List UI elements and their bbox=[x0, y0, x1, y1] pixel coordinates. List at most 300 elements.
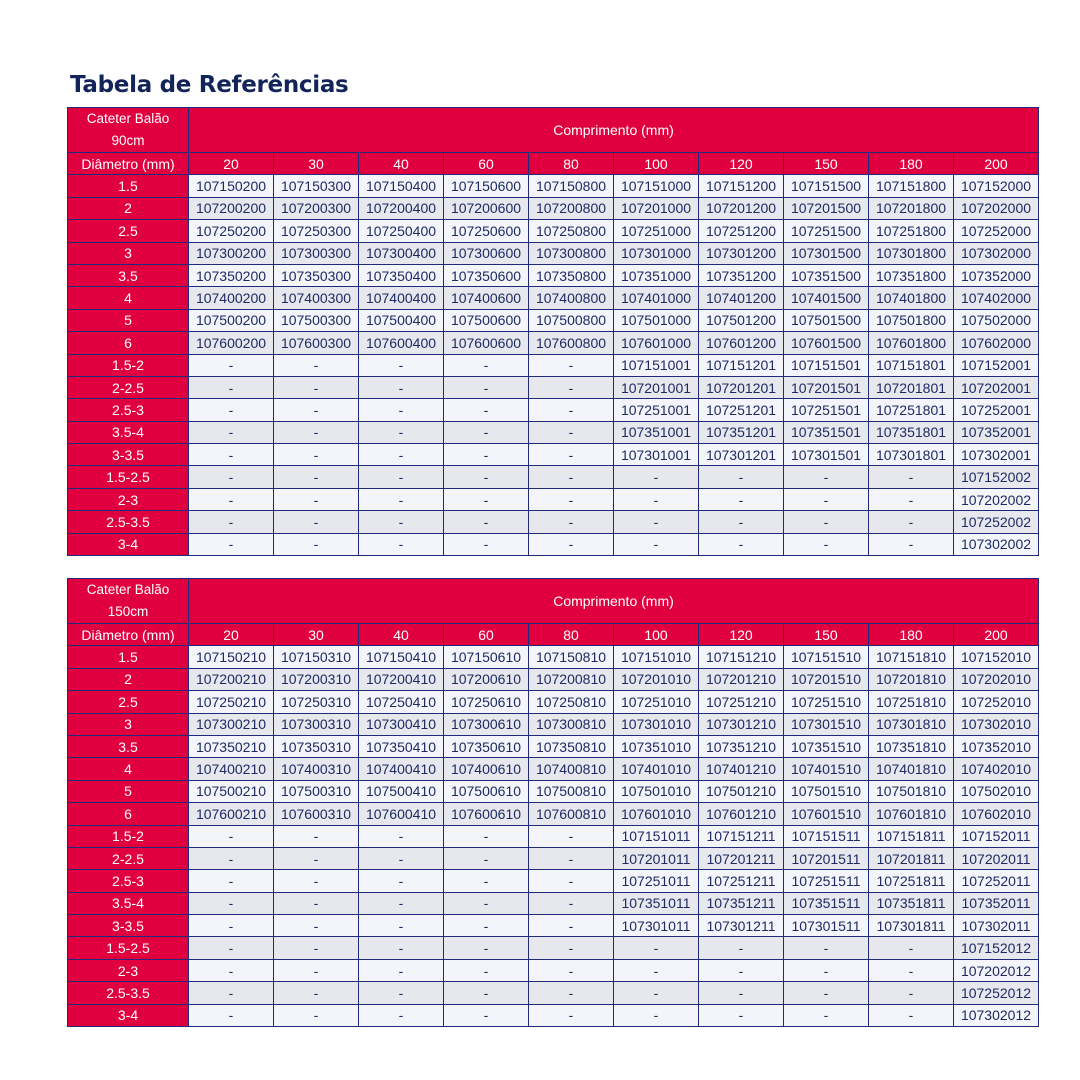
reference-code-cell: 107300610 bbox=[444, 713, 529, 735]
table-row bbox=[68, 309, 1039, 331]
reference-code-cell: - bbox=[189, 982, 274, 1004]
reference-code-cell: 107301511 bbox=[784, 915, 869, 937]
diameter-cell: 2-3 bbox=[68, 488, 189, 510]
table-row bbox=[68, 847, 1039, 869]
reference-code-cell: 107352010 bbox=[954, 735, 1039, 757]
reference-code-cell: - bbox=[614, 959, 699, 981]
reference-code-cell: 107351211 bbox=[699, 892, 784, 914]
reference-code-cell: - bbox=[529, 376, 614, 398]
catheter-length: 90cm bbox=[111, 133, 145, 148]
table-row bbox=[68, 713, 1039, 735]
reference-code-cell: - bbox=[274, 488, 359, 510]
diameter-cell: 2.5-3.5 bbox=[68, 511, 189, 533]
diameter-cell: 5 bbox=[68, 309, 189, 331]
reference-code-cell: - bbox=[614, 937, 699, 959]
reference-code-cell: 107400610 bbox=[444, 758, 529, 780]
reference-code-cell: 107350300 bbox=[274, 264, 359, 286]
reference-code-cell: 107201200 bbox=[699, 197, 784, 219]
reference-code-cell: - bbox=[189, 488, 274, 510]
reference-code-cell: - bbox=[869, 533, 954, 555]
table-row bbox=[68, 780, 1039, 802]
reference-code-cell: 107250610 bbox=[444, 691, 529, 713]
reference-code-cell: 107252011 bbox=[954, 870, 1039, 892]
reference-code-cell: - bbox=[359, 825, 444, 847]
reference-code-cell: 107250810 bbox=[529, 691, 614, 713]
reference-code-cell: 107300810 bbox=[529, 713, 614, 735]
reference-code-cell: 107601010 bbox=[614, 803, 699, 825]
reference-code-cell: 107200800 bbox=[529, 197, 614, 219]
reference-code-cell: 107301211 bbox=[699, 915, 784, 937]
reference-code-cell: 107402000 bbox=[954, 287, 1039, 309]
reference-code-cell: 107151200 bbox=[699, 175, 784, 197]
reference-code-cell: 107250800 bbox=[529, 220, 614, 242]
reference-code-cell: 107201500 bbox=[784, 197, 869, 219]
reference-code-cell: - bbox=[359, 511, 444, 533]
reference-code-cell: 107501200 bbox=[699, 309, 784, 331]
reference-code-cell: - bbox=[784, 488, 869, 510]
reference-code-cell: - bbox=[869, 488, 954, 510]
table-row bbox=[68, 915, 1039, 937]
reference-code-cell: 107152011 bbox=[954, 825, 1039, 847]
table-row bbox=[68, 533, 1039, 555]
diameter-cell: 3.5 bbox=[68, 735, 189, 757]
table-row bbox=[68, 691, 1039, 713]
reference-code-cell: 107151211 bbox=[699, 825, 784, 847]
reference-code-cell: 107301200 bbox=[699, 242, 784, 264]
reference-code-cell: 107152002 bbox=[954, 466, 1039, 488]
reference-code-cell: 107150310 bbox=[274, 646, 359, 668]
reference-code-cell: - bbox=[359, 354, 444, 376]
reference-code-cell: 107501500 bbox=[784, 309, 869, 331]
reference-code-cell: 107251201 bbox=[699, 399, 784, 421]
reference-code-cell: 107301810 bbox=[869, 713, 954, 735]
reference-code-cell: 107251800 bbox=[869, 220, 954, 242]
reference-code-cell: 107251510 bbox=[784, 691, 869, 713]
reference-code-cell: 107251200 bbox=[699, 220, 784, 242]
diameter-cell: 1.5 bbox=[68, 175, 189, 197]
reference-code-cell: - bbox=[784, 511, 869, 533]
reference-code-cell: 107151811 bbox=[869, 825, 954, 847]
reference-code-cell: - bbox=[529, 959, 614, 981]
reference-code-cell: 107150610 bbox=[444, 646, 529, 668]
reference-code-cell: - bbox=[189, 399, 274, 421]
reference-code-cell: - bbox=[359, 847, 444, 869]
table-row bbox=[68, 735, 1039, 757]
diameter-header: Diâmetro (mm) bbox=[68, 153, 189, 175]
reference-code-cell: 107302012 bbox=[954, 1004, 1039, 1026]
diameter-cell: 3.5 bbox=[68, 264, 189, 286]
table-row bbox=[68, 354, 1039, 376]
diameter-cell: 3-3.5 bbox=[68, 444, 189, 466]
table-row bbox=[68, 982, 1039, 1004]
diameter-cell: 6 bbox=[68, 332, 189, 354]
reference-code-cell: - bbox=[359, 444, 444, 466]
reference-code-cell: 107302011 bbox=[954, 915, 1039, 937]
reference-code-cell: - bbox=[359, 399, 444, 421]
diameter-cell: 4 bbox=[68, 758, 189, 780]
catheter-name: Cateter Balão bbox=[86, 111, 170, 126]
reference-code-cell: 107201510 bbox=[784, 668, 869, 690]
reference-code-cell: - bbox=[869, 982, 954, 1004]
reference-code-cell: 107400300 bbox=[274, 287, 359, 309]
reference-code-cell: - bbox=[529, 511, 614, 533]
table-row bbox=[68, 758, 1039, 780]
reference-code-cell: 107250300 bbox=[274, 220, 359, 242]
reference-code-cell: 107351210 bbox=[699, 735, 784, 757]
reference-code-cell: 107251501 bbox=[784, 399, 869, 421]
reference-code-cell: 107300600 bbox=[444, 242, 529, 264]
reference-code-cell: - bbox=[359, 488, 444, 510]
table-row bbox=[68, 959, 1039, 981]
diameter-cell: 2-2.5 bbox=[68, 376, 189, 398]
reference-code-cell: 107250410 bbox=[359, 691, 444, 713]
table-row bbox=[68, 242, 1039, 264]
reference-code-cell: - bbox=[359, 915, 444, 937]
table-row bbox=[68, 421, 1039, 443]
reference-code-cell: 107300200 bbox=[189, 242, 274, 264]
reference-code-cell: 107350200 bbox=[189, 264, 274, 286]
reference-code-cell: 107250600 bbox=[444, 220, 529, 242]
reference-code-cell: 107402010 bbox=[954, 758, 1039, 780]
reference-code-cell: 107200810 bbox=[529, 668, 614, 690]
reference-code-cell: 107400600 bbox=[444, 287, 529, 309]
reference-code-cell: - bbox=[189, 870, 274, 892]
diameter-cell: 2.5-3 bbox=[68, 870, 189, 892]
reference-code-cell: 107201010 bbox=[614, 668, 699, 690]
reference-code-cell: - bbox=[274, 466, 359, 488]
reference-code-cell: 107152010 bbox=[954, 646, 1039, 668]
reference-code-cell: 107151500 bbox=[784, 175, 869, 197]
reference-code-cell: - bbox=[699, 1004, 784, 1026]
reference-code-cell: 107201800 bbox=[869, 197, 954, 219]
reference-code-cell: - bbox=[274, 376, 359, 398]
table-row bbox=[68, 937, 1039, 959]
catheter-length: 150cm bbox=[107, 604, 149, 619]
table-row bbox=[68, 1004, 1039, 1026]
reference-code-cell: - bbox=[699, 533, 784, 555]
reference-code-cell: 107152001 bbox=[954, 354, 1039, 376]
reference-code-cell: - bbox=[699, 511, 784, 533]
reference-code-cell: 107200410 bbox=[359, 668, 444, 690]
reference-code-cell: - bbox=[444, 488, 529, 510]
reference-code-cell: 107351001 bbox=[614, 421, 699, 443]
reference-code-cell: 107150800 bbox=[529, 175, 614, 197]
reference-code-cell: - bbox=[444, 466, 529, 488]
reference-code-cell: 107351500 bbox=[784, 264, 869, 286]
reference-code-cell: - bbox=[359, 892, 444, 914]
reference-code-cell: - bbox=[274, 354, 359, 376]
length-value: 20 bbox=[189, 153, 274, 175]
diameter-cell: 2.5 bbox=[68, 220, 189, 242]
reference-code-cell: 107251811 bbox=[869, 870, 954, 892]
reference-code-cell: - bbox=[189, 937, 274, 959]
reference-code-cell: - bbox=[189, 511, 274, 533]
reference-code-cell: 107351201 bbox=[699, 421, 784, 443]
reference-code-cell: 107251511 bbox=[784, 870, 869, 892]
reference-code-cell: - bbox=[529, 1004, 614, 1026]
reference-code-cell: 107151210 bbox=[699, 646, 784, 668]
reference-code-cell: 107200200 bbox=[189, 197, 274, 219]
reference-code-cell: 107151000 bbox=[614, 175, 699, 197]
reference-code-cell: 107600400 bbox=[359, 332, 444, 354]
length-value: 180 bbox=[869, 153, 954, 175]
reference-code-cell: - bbox=[359, 959, 444, 981]
reference-code-cell: - bbox=[529, 444, 614, 466]
reference-code-cell: - bbox=[274, 915, 359, 937]
reference-code-cell: 107151201 bbox=[699, 354, 784, 376]
reference-code-cell: - bbox=[529, 870, 614, 892]
reference-code-cell: 107201201 bbox=[699, 376, 784, 398]
reference-code-cell: 107251211 bbox=[699, 870, 784, 892]
reference-code-cell: 107301510 bbox=[784, 713, 869, 735]
reference-code-cell: 107401010 bbox=[614, 758, 699, 780]
reference-code-cell: 107201511 bbox=[784, 847, 869, 869]
reference-code-cell: 107202010 bbox=[954, 668, 1039, 690]
reference-code-cell: 107151801 bbox=[869, 354, 954, 376]
reference-code-cell: 107151010 bbox=[614, 646, 699, 668]
reference-code-cell: 107501510 bbox=[784, 780, 869, 802]
reference-code-cell: 107250200 bbox=[189, 220, 274, 242]
table-row bbox=[68, 511, 1039, 533]
table-row bbox=[68, 646, 1039, 668]
length-header: Comprimento (mm) bbox=[189, 108, 1039, 153]
diameter-cell: 2.5-3 bbox=[68, 399, 189, 421]
reference-code-cell: 107500400 bbox=[359, 309, 444, 331]
reference-code-cell: 107351501 bbox=[784, 421, 869, 443]
reference-code-cell: - bbox=[444, 870, 529, 892]
reference-code-cell: 107351011 bbox=[614, 892, 699, 914]
reference-code-cell: 107500600 bbox=[444, 309, 529, 331]
length-value: 20 bbox=[189, 624, 274, 646]
reference-code-cell: 107250210 bbox=[189, 691, 274, 713]
reference-code-cell: - bbox=[444, 376, 529, 398]
diameter-cell: 3-4 bbox=[68, 533, 189, 555]
length-value: 150 bbox=[784, 624, 869, 646]
reference-code-cell: 107201501 bbox=[784, 376, 869, 398]
reference-code-cell: 107600410 bbox=[359, 803, 444, 825]
reference-code-cell: - bbox=[784, 959, 869, 981]
reference-code-cell: 107151510 bbox=[784, 646, 869, 668]
reference-code-cell: 107500210 bbox=[189, 780, 274, 802]
reference-code-cell: 107500810 bbox=[529, 780, 614, 802]
reference-code-cell: 107250400 bbox=[359, 220, 444, 242]
reference-code-cell: 107600810 bbox=[529, 803, 614, 825]
length-value: 40 bbox=[359, 153, 444, 175]
reference-code-cell: - bbox=[529, 354, 614, 376]
reference-code-cell: 107600210 bbox=[189, 803, 274, 825]
reference-code-cell: 107350810 bbox=[529, 735, 614, 757]
reference-code-cell: - bbox=[529, 982, 614, 1004]
reference-code-cell: 107150200 bbox=[189, 175, 274, 197]
reference-code-cell: 107200600 bbox=[444, 197, 529, 219]
reference-code-cell: 107500310 bbox=[274, 780, 359, 802]
reference-code-cell: - bbox=[359, 376, 444, 398]
reference-code-cell: - bbox=[359, 421, 444, 443]
reference-code-cell: - bbox=[444, 982, 529, 1004]
reference-code-cell: 107351511 bbox=[784, 892, 869, 914]
reference-code-cell: 107301801 bbox=[869, 444, 954, 466]
reference-code-cell: 107252001 bbox=[954, 399, 1039, 421]
reference-code-cell: - bbox=[274, 937, 359, 959]
table-row bbox=[68, 825, 1039, 847]
reference-code-cell: 107201810 bbox=[869, 668, 954, 690]
reference-code-cell: - bbox=[784, 466, 869, 488]
reference-code-cell: - bbox=[359, 937, 444, 959]
reference-code-cell: 107200300 bbox=[274, 197, 359, 219]
reference-code-cell: - bbox=[189, 915, 274, 937]
reference-code-cell: - bbox=[189, 1004, 274, 1026]
reference-code-cell: - bbox=[274, 421, 359, 443]
reference-code-cell: 107500800 bbox=[529, 309, 614, 331]
diameter-cell: 2-2.5 bbox=[68, 847, 189, 869]
reference-code-cell: 107401200 bbox=[699, 287, 784, 309]
reference-code-cell: 107301210 bbox=[699, 713, 784, 735]
reference-code-cell: 107601800 bbox=[869, 332, 954, 354]
reference-code-cell: 107301001 bbox=[614, 444, 699, 466]
reference-code-cell: - bbox=[359, 1004, 444, 1026]
reference-code-cell: - bbox=[444, 915, 529, 937]
reference-code-cell: - bbox=[529, 533, 614, 555]
reference-code-cell: 107351000 bbox=[614, 264, 699, 286]
length-value: 180 bbox=[869, 624, 954, 646]
catheter-title bbox=[68, 579, 189, 624]
reference-code-cell: - bbox=[274, 847, 359, 869]
reference-code-cell: - bbox=[784, 937, 869, 959]
reference-code-cell: - bbox=[614, 1004, 699, 1026]
reference-code-cell: - bbox=[274, 399, 359, 421]
reference-code-cell: 107301800 bbox=[869, 242, 954, 264]
reference-code-cell: 107151001 bbox=[614, 354, 699, 376]
reference-code-cell: - bbox=[529, 399, 614, 421]
length-value: 200 bbox=[954, 624, 1039, 646]
reference-code-cell: 107602000 bbox=[954, 332, 1039, 354]
reference-code-cell: 107401800 bbox=[869, 287, 954, 309]
page-title: Tabela de Referências bbox=[70, 72, 349, 98]
reference-code-cell: 107151501 bbox=[784, 354, 869, 376]
reference-code-cell: - bbox=[274, 444, 359, 466]
reference-code-cell: - bbox=[444, 959, 529, 981]
reference-code-cell: 107301500 bbox=[784, 242, 869, 264]
reference-code-cell: 107601500 bbox=[784, 332, 869, 354]
reference-code-cell: 107251810 bbox=[869, 691, 954, 713]
table-row bbox=[68, 264, 1039, 286]
diameter-cell: 1.5 bbox=[68, 646, 189, 668]
reference-code-cell: 107202002 bbox=[954, 488, 1039, 510]
reference-code-cell: 107202000 bbox=[954, 197, 1039, 219]
reference-code-cell: - bbox=[444, 354, 529, 376]
reference-code-cell: - bbox=[444, 1004, 529, 1026]
length-value: 120 bbox=[699, 624, 784, 646]
reference-code-cell: - bbox=[869, 937, 954, 959]
reference-code-cell: 107351811 bbox=[869, 892, 954, 914]
table-row bbox=[68, 332, 1039, 354]
reference-code-cell: - bbox=[359, 982, 444, 1004]
diameter-cell: 3.5-4 bbox=[68, 421, 189, 443]
table-header-row bbox=[68, 108, 1039, 153]
reference-code-cell: - bbox=[189, 959, 274, 981]
reference-code-cell: - bbox=[189, 466, 274, 488]
reference-code-cell: - bbox=[614, 466, 699, 488]
reference-code-cell: 107151800 bbox=[869, 175, 954, 197]
reference-code-cell: 107150810 bbox=[529, 646, 614, 668]
reference-code-cell: 107252000 bbox=[954, 220, 1039, 242]
catheter-name: Cateter Balão bbox=[86, 582, 170, 597]
reference-table-90cm bbox=[67, 107, 1039, 556]
reference-code-cell: - bbox=[444, 421, 529, 443]
reference-code-cell: 107351200 bbox=[699, 264, 784, 286]
reference-code-cell: 107400200 bbox=[189, 287, 274, 309]
table-row bbox=[68, 287, 1039, 309]
length-value: 120 bbox=[699, 153, 784, 175]
reference-code-cell: 107351510 bbox=[784, 735, 869, 757]
reference-code-cell: - bbox=[699, 982, 784, 1004]
reference-code-cell: 107351801 bbox=[869, 421, 954, 443]
diameter-cell: 6 bbox=[68, 803, 189, 825]
diameter-cell: 1.5-2.5 bbox=[68, 466, 189, 488]
reference-code-cell: - bbox=[189, 533, 274, 555]
reference-code-cell: 107251801 bbox=[869, 399, 954, 421]
length-values-row bbox=[68, 153, 1039, 175]
reference-code-cell: - bbox=[274, 982, 359, 1004]
reference-code-cell: 107201210 bbox=[699, 668, 784, 690]
reference-code-cell: 107500610 bbox=[444, 780, 529, 802]
reference-code-cell: - bbox=[699, 488, 784, 510]
reference-code-cell: 107600300 bbox=[274, 332, 359, 354]
reference-code-cell: 107600200 bbox=[189, 332, 274, 354]
table-row bbox=[68, 220, 1039, 242]
reference-code-cell: - bbox=[614, 488, 699, 510]
reference-code-cell: 107150600 bbox=[444, 175, 529, 197]
reference-code-cell: 107251210 bbox=[699, 691, 784, 713]
table-row bbox=[68, 175, 1039, 197]
reference-code-cell: 107352000 bbox=[954, 264, 1039, 286]
table-row bbox=[68, 803, 1039, 825]
reference-code-cell: 107300300 bbox=[274, 242, 359, 264]
reference-code-cell: 107302002 bbox=[954, 533, 1039, 555]
reference-code-cell: - bbox=[444, 511, 529, 533]
table-row bbox=[68, 399, 1039, 421]
reference-code-cell: 107500300 bbox=[274, 309, 359, 331]
diameter-cell: 5 bbox=[68, 780, 189, 802]
reference-code-cell: 107200210 bbox=[189, 668, 274, 690]
reference-code-cell: - bbox=[444, 847, 529, 869]
reference-code-cell: 107501800 bbox=[869, 309, 954, 331]
reference-code-cell: 107500410 bbox=[359, 780, 444, 802]
reference-code-cell: 107601210 bbox=[699, 803, 784, 825]
table-row bbox=[68, 376, 1039, 398]
reference-code-cell: 107202011 bbox=[954, 847, 1039, 869]
reference-code-cell: 107301201 bbox=[699, 444, 784, 466]
reference-code-cell: 107151511 bbox=[784, 825, 869, 847]
catheter-title bbox=[68, 108, 189, 153]
reference-code-cell: - bbox=[784, 533, 869, 555]
reference-code-cell: 107352001 bbox=[954, 421, 1039, 443]
reference-code-cell: 107602010 bbox=[954, 803, 1039, 825]
diameter-cell: 3-4 bbox=[68, 1004, 189, 1026]
reference-code-cell: 107601000 bbox=[614, 332, 699, 354]
reference-code-cell: - bbox=[189, 354, 274, 376]
length-value: 150 bbox=[784, 153, 869, 175]
reference-code-cell: 107301011 bbox=[614, 915, 699, 937]
reference-code-cell: 107502010 bbox=[954, 780, 1039, 802]
reference-code-cell: 107200400 bbox=[359, 197, 444, 219]
diameter-cell: 3.5-4 bbox=[68, 892, 189, 914]
reference-code-cell: 107201811 bbox=[869, 847, 954, 869]
reference-code-cell: 107400800 bbox=[529, 287, 614, 309]
reference-code-cell: 107300800 bbox=[529, 242, 614, 264]
reference-code-cell: - bbox=[614, 533, 699, 555]
table-row bbox=[68, 668, 1039, 690]
